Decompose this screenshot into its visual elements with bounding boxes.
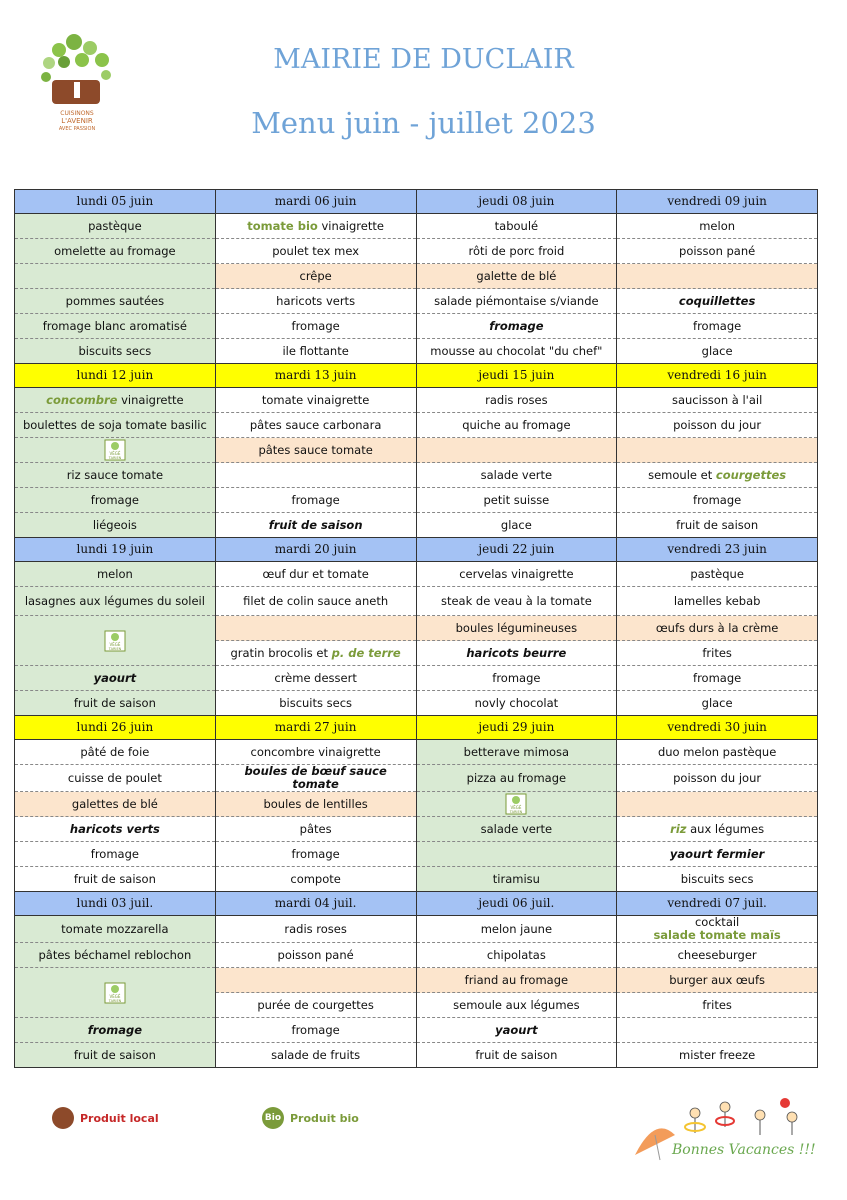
vegetarian-badge-icon [505,793,527,815]
local-product-icon [52,1107,74,1129]
menu-cell: chipolatas [416,943,617,968]
menu-cell [416,792,617,817]
menu-cell: lasagnes aux légumes du soleil [15,587,216,616]
menu-row [15,264,818,289]
menu-cell: crêpe [215,264,416,289]
menu-row [15,214,818,239]
menu-row [15,314,818,339]
bio-item: tomate bio [247,218,318,233]
menu-table [14,189,818,1068]
menu-cell: pâtes béchamel reblochon [15,943,216,968]
vacation-text: Bonnes Vacances !!! [672,1142,816,1158]
menu-cell: duo melon pastèque [617,740,818,765]
menu-cell: melon jaune [416,916,617,943]
menu-cell: fromage blanc aromatisé [15,314,216,339]
bio-item: courgettes [715,467,787,482]
umbrella-icon [635,1128,675,1155]
menu-cell: saucisson à l'ail [617,388,818,413]
week-header-row [15,892,818,916]
menu-cell: lamelles kebab [617,587,818,616]
day-header: mardi 27 juin [215,716,416,740]
menu-cell: fromage [15,488,216,513]
menu-cell: œufs durs à la crème [617,616,818,641]
menu-row [15,842,818,867]
menu-cell: fruit de saison [617,513,818,538]
menu-cell [215,641,416,666]
menu-row [15,488,818,513]
menu-row [15,817,818,842]
menu-cell: biscuits secs [617,867,818,892]
menu-row [15,792,818,817]
menu-row [15,968,818,993]
day-header: vendredi 23 juin [617,538,818,562]
menu-cell: tomate vinaigrette [215,388,416,413]
menu-cell: pâtes [215,817,416,842]
week-header-row [15,190,818,214]
menu-row [15,1018,818,1043]
child-icon [755,1110,765,1120]
menu-text: vinaigrette [317,218,384,233]
menu-cell: tomate mozzarella [15,916,216,943]
menu-cell: melon [15,562,216,587]
menu-cell: fromage [215,1018,416,1043]
menu-cell: fromage [617,488,818,513]
menu-cell: riz sauce tomate [15,463,216,488]
menu-row [15,438,818,463]
menu-cell: fromage [416,314,617,339]
menu-row [15,289,818,314]
menu-cell: œuf dur et tomate [215,562,416,587]
menu-cell: crème dessert [215,666,416,691]
menu-row [15,765,818,792]
menu-cell [617,1018,818,1043]
menu-cell: poisson du jour [617,413,818,438]
menu-cell: pommes sautées [15,289,216,314]
child-icon [720,1102,730,1112]
menu-cell: omelette au fromage [15,239,216,264]
menu-text: cocktail [694,915,740,929]
menu-cell [215,463,416,488]
menu-cell: pâté de foie [15,740,216,765]
menu-cell: fruit de saison [416,1043,617,1068]
menu-cell: fromage [15,1018,216,1043]
bio-item: concombre [46,392,118,407]
menu-row [15,587,818,616]
menu-cell: haricots verts [15,817,216,842]
menu-row [15,867,818,892]
menu-cell: yaourt fermier [617,842,818,867]
svg-text:L'AVENIR: L'AVENIR [61,117,93,125]
menu-cell [617,264,818,289]
day-header: vendredi 09 juin [617,190,818,214]
vegetarian-badge-icon [104,982,126,1004]
menu-cell: salade verte [416,817,617,842]
menu-cell [15,968,216,1018]
menu-cell: compote [215,867,416,892]
menu-cell: fromage [215,842,416,867]
menu-row [15,943,818,968]
bio-item: riz [670,821,687,836]
menu-cell: frites [617,641,818,666]
menu-cell: fromage [617,666,818,691]
menu-text: gratin brocolis et [230,645,332,660]
menu-cell: purée de courgettes [215,993,416,1018]
day-header: jeudi 29 juin [416,716,617,740]
svg-text:CUISINONS: CUISINONS [60,110,94,117]
menu-cell: friand au fromage [416,968,617,993]
week-header-row [15,716,818,740]
legend-bio-label: Produit bio [290,1111,359,1125]
menu-cell: novly chocolat [416,691,617,716]
menu-row [15,513,818,538]
menu-cell [15,616,216,666]
menu-cell: taboulé [416,214,617,239]
menu-cell: yaourt [416,1018,617,1043]
menu-cell: galette de blé [416,264,617,289]
svg-text:VÉGÉ: VÉGÉ [510,805,522,810]
menu-row [15,463,818,488]
menu-text: vinaigrette [117,392,184,407]
menu-cell: rôti de porc froid [416,239,617,264]
svg-text:TARIEN: TARIEN [108,998,122,1003]
menu-cell: poisson du jour [617,765,818,792]
menu-cell: pizza au fromage [416,765,617,792]
day-header: jeudi 08 juin [416,190,617,214]
menu-cell: boules de bœuf sauce tomate [215,765,416,792]
menu-cell: liégeois [15,513,216,538]
menu-cell: cheeseburger [617,943,818,968]
menu-cell: boulettes de soja tomate basilic [15,413,216,438]
day-header: lundi 05 juin [15,190,216,214]
day-header: vendredi 16 juin [617,364,818,388]
menu-cell: mousse au chocolat "du chef" [416,339,617,364]
day-header: mardi 13 juin [215,364,416,388]
menu-cell [215,214,416,239]
menu-cell [416,842,617,867]
menu-cell: haricots beurre [416,641,617,666]
menu-cell: biscuits secs [15,339,216,364]
menu-cell: glace [617,691,818,716]
menu-cell [617,916,818,943]
menu-cell: cervelas vinaigrette [416,562,617,587]
menu-cell: pâtes sauce tomate [215,438,416,463]
menu-row [15,616,818,641]
menu-cell: petit suisse [416,488,617,513]
menu-cell: melon [617,214,818,239]
menu-cell: boules légumineuses [416,616,617,641]
menu-cell: glace [617,339,818,364]
menu-cell: pâtes sauce carbonara [215,413,416,438]
day-header: jeudi 22 juin [416,538,617,562]
menu-cell [15,264,216,289]
menu-cell: galettes de blé [15,792,216,817]
legend-local [52,1107,159,1129]
menu-cell: poisson pané [617,239,818,264]
child-icon [690,1108,700,1118]
day-header: lundi 19 juin [15,538,216,562]
menu-cell: coquillettes [617,289,818,314]
week-header-row [15,364,818,388]
day-header: vendredi 30 juin [617,716,818,740]
menu-cell [617,463,818,488]
week-header-row [15,538,818,562]
menu-cell: radis roses [215,916,416,943]
menu-cell: fromage [215,488,416,513]
svg-text:VÉGÉ: VÉGÉ [109,641,121,647]
menu-row [15,740,818,765]
menu-row [15,666,818,691]
menu-cell: fruit de saison [15,1043,216,1068]
menu-cell: haricots verts [215,289,416,314]
bio-product-icon: Bio [262,1107,284,1129]
menu-cell: poulet tex mex [215,239,416,264]
vegetarian-badge-icon [104,439,126,461]
menu-cell: yaourt [15,666,216,691]
menu-cell: fruit de saison [15,691,216,716]
day-header: lundi 12 juin [15,364,216,388]
legend-bio [262,1107,359,1129]
day-header: lundi 26 juin [15,716,216,740]
day-header: mardi 04 juil. [215,892,416,916]
menu-cell [15,438,216,463]
menu-row [15,388,818,413]
menu-cell: steak de veau à la tomate [416,587,617,616]
legend-local-label: Produit local [80,1111,159,1125]
page-subtitle: Menu juin - juillet 2023 [251,106,596,140]
menu-row [15,916,818,943]
menu-row [15,562,818,587]
menu-row [15,1043,818,1068]
menu-cell: glace [416,513,617,538]
menu-cell: fruit de saison [215,513,416,538]
child-icon [787,1112,797,1122]
menu-cell: filet de colin sauce aneth [215,587,416,616]
menu-text: semoule et [648,467,716,482]
menu-cell: salade piémontaise s/viande [416,289,617,314]
page-title: MAIRIE DE DUCLAIR [273,44,574,75]
svg-text:VÉGÉ: VÉGÉ [109,993,121,999]
menu-cell: mister freeze [617,1043,818,1068]
day-header: lundi 03 juil. [15,892,216,916]
menu-text: aux légumes [686,821,765,836]
menu-row [15,239,818,264]
menu-row [15,413,818,438]
menu-cell: quiche au fromage [416,413,617,438]
menu-cell: salade verte [416,463,617,488]
menu-cell: cuisse de poulet [15,765,216,792]
day-header: mardi 06 juin [215,190,416,214]
menu-cell [15,388,216,413]
menu-cell: betterave mimosa [416,740,617,765]
day-header: jeudi 15 juin [416,364,617,388]
menu-cell: burger aux œufs [617,968,818,993]
menu-cell: frites [617,993,818,1018]
menu-cell: tiramisu [416,867,617,892]
svg-text:TARIEN: TARIEN [108,456,122,460]
menu-cell: semoule aux légumes [416,993,617,1018]
menu-row [15,339,818,364]
menu-cell: biscuits secs [215,691,416,716]
menu-cell [617,438,818,463]
svg-text:TARIEN: TARIEN [510,810,523,814]
svg-text:VÉGÉ: VÉGÉ [109,451,121,456]
menu-cell: pastèque [617,562,818,587]
svg-text:AVEC PASSION: AVEC PASSION [58,126,96,132]
menu-cell: fromage [617,314,818,339]
menu-cell: fromage [215,314,416,339]
menu-cell [617,817,818,842]
bio-item: p. de terre [331,645,401,660]
day-header: vendredi 07 juil. [617,892,818,916]
menu-row [15,691,818,716]
menu-cell: concombre vinaigrette [215,740,416,765]
menu-cell [215,968,416,993]
vegetarian-badge-icon [104,630,126,652]
menu-cell: fruit de saison [15,867,216,892]
menu-cell: poisson pané [215,943,416,968]
menu-cell: salade de fruits [215,1043,416,1068]
svg-text:TARIEN: TARIEN [108,646,122,651]
menu-cell: pastèque [15,214,216,239]
menu-cell: boules de lentilles [215,792,416,817]
day-header: mardi 20 juin [215,538,416,562]
menu-cell [617,792,818,817]
menu-cell: fromage [15,842,216,867]
menu-cell: fromage [416,666,617,691]
ball-icon [780,1098,790,1108]
menu-cell [215,616,416,641]
day-header: jeudi 06 juil. [416,892,617,916]
menu-cell: ile flottante [215,339,416,364]
bio-item: salade tomate maïs [653,928,781,942]
menu-cell: radis roses [416,388,617,413]
menu-cell [416,438,617,463]
